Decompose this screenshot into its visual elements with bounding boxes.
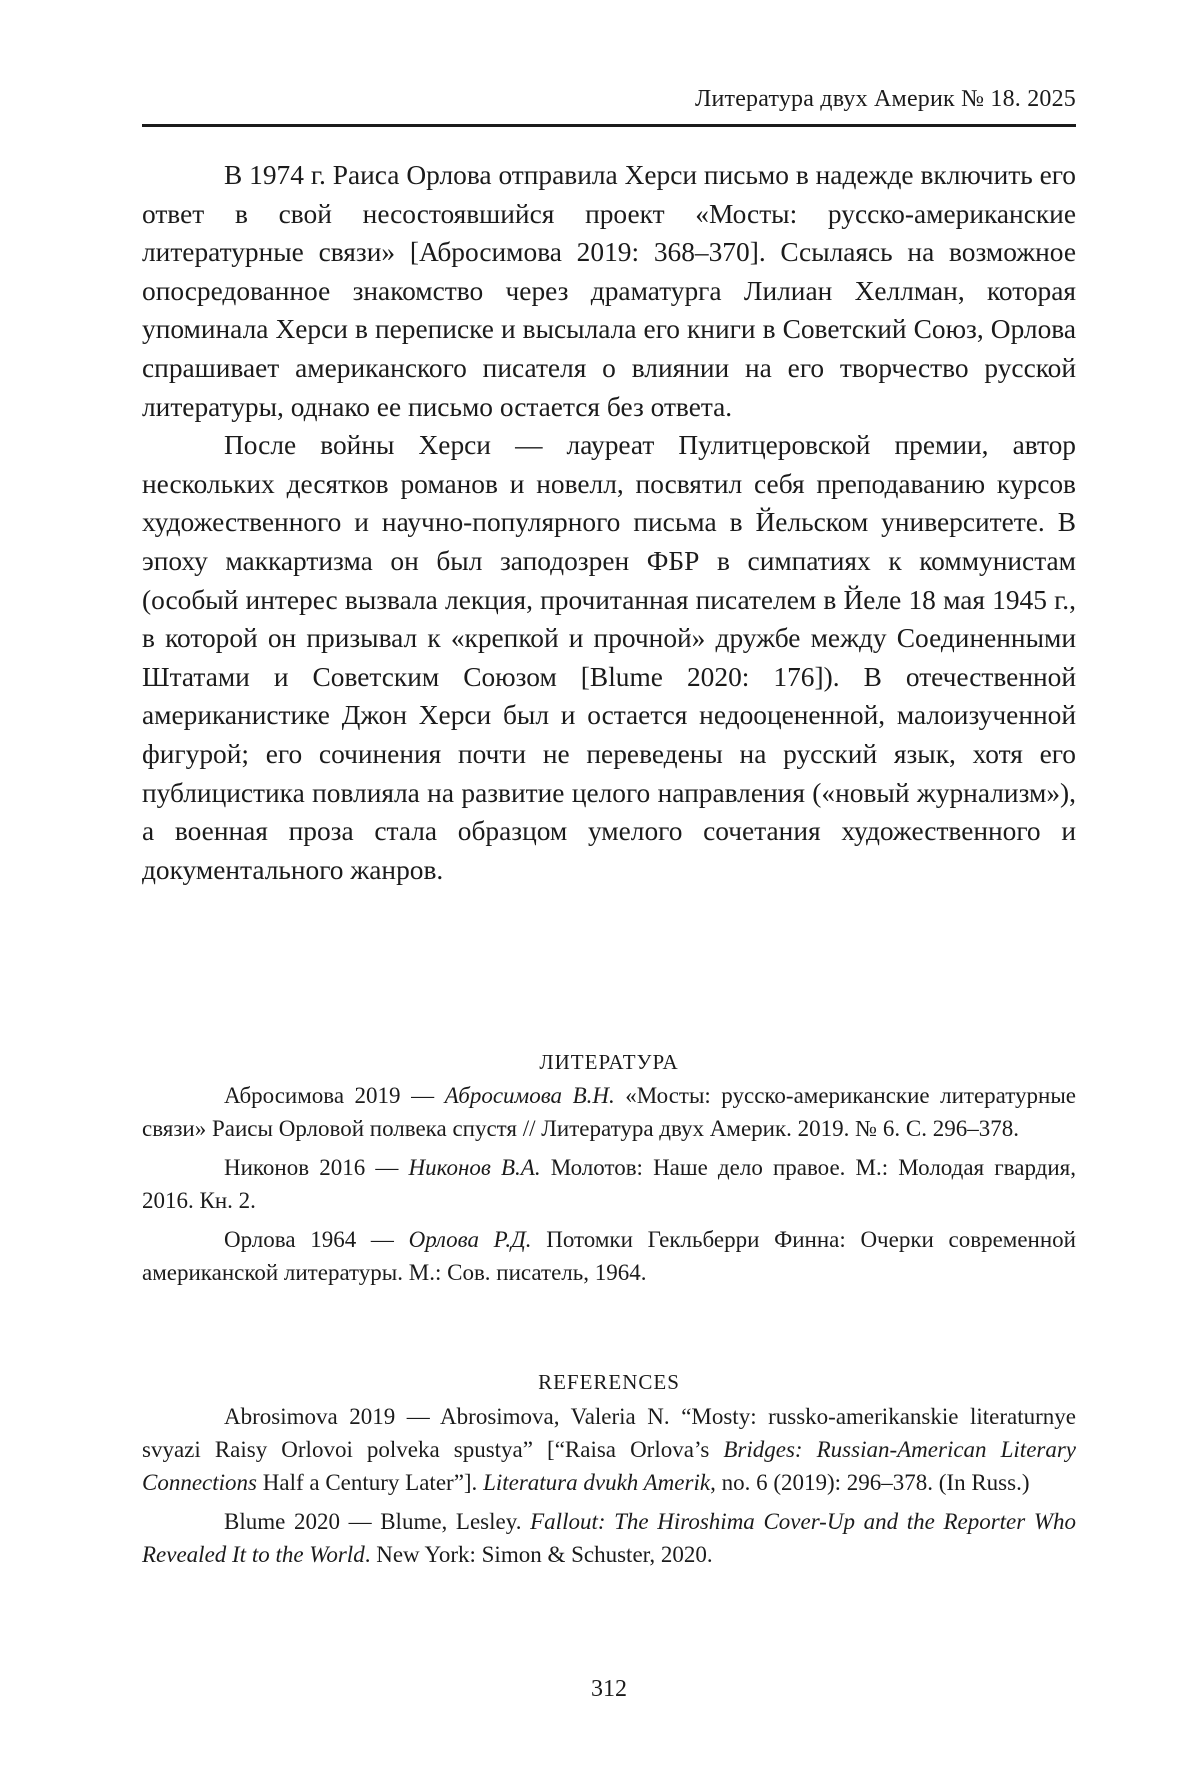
entry-key: Орлова 1964 — <box>224 1227 409 1252</box>
literature-list <box>142 1079 1076 1295</box>
page <box>142 0 1076 1780</box>
body-paragraph: В 1974 г. Раиса Орлова отправила Херси письмо в надежде включить его ответ в свой несостоявшийся проект «Мосты: русско-американские литературные связи» [Абросимова 2019: 368–370]. Ссылаясь на возможное опосредованное знакомство через драматурга Лилиан Хеллман, которая упоминала Херси в переписке и высылала его книги в Советский Союз, Орлова спрашивает американского писателя о влиянии на его творчество русской литературы, однако ее письмо остается без ответа. <box>142 160 1076 422</box>
references-list <box>142 1400 1076 1577</box>
reference-text: Half a Century Later”]. <box>257 1470 484 1495</box>
reference-entry <box>142 1400 1076 1499</box>
page-number: 312 <box>591 1676 627 1702</box>
running-head: Литература двух Америк № 18. 2025 <box>694 86 1076 112</box>
reference-text: Abrosimova 2019 — Abrosimova, Valeria N. “Mosty: russko-amerikanskie literaturnye svyazi Raisy Orlovoi polveka spustya” [“Raisa Orlova’s <box>142 1404 1076 1462</box>
literature-entry <box>142 1079 1076 1145</box>
reference-italic-title: Bridges: Russian-American Literary Connections <box>142 1437 1077 1495</box>
literature-entry <box>142 1223 1076 1289</box>
references-heading: REFERENCES <box>538 1370 680 1394</box>
reference-entry <box>142 1505 1076 1571</box>
reference-italic-title: Fallout: The Hiroshima Cover-Up and the Reporter Who Revealed It to the World <box>142 1509 1076 1567</box>
reference-text: . New York: Simon & Schuster, 2020. <box>364 1542 713 1567</box>
entry-key: Абросимова 2019 — <box>224 1083 445 1108</box>
article-body <box>142 156 1076 889</box>
reference-text: Blume 2020 — Blume, Lesley. <box>224 1509 531 1534</box>
reference-text: , no. 6 (2019): 296–378. (In Russ.) <box>710 1470 1030 1495</box>
entry-author: Никонов В.А. <box>408 1155 541 1180</box>
entry-author: Орлова Р.Д. <box>408 1227 532 1252</box>
entry-key: Никонов 2016 — <box>224 1155 409 1180</box>
header-rule <box>142 124 1076 127</box>
entry-details: Молотов: Наше дело правое. М.: Молодая гвардия, 2016. Кн. 2. <box>142 1155 1076 1213</box>
entry-details: Потомки Гекльберри Финна: Очерки современной американской литературы. М.: Сов. писатель, 1964. <box>142 1227 1076 1285</box>
literature-entry <box>142 1151 1076 1217</box>
body-paragraph: После войны Херси — лауреат Пулитцеровской премии, автор нескольких десятков романов и новелл, посвятил себя преподаванию курсов художественного и научно-популярного письма в Йельском университете. В эпоху маккартизма он был заподозрен ФБР в симпатиях к коммунистам (особый интерес вызвала лекция, прочитанная писателем в Йеле 18 мая 1945 г., в которой он призывал к «крепкой и прочной» дружбе между Соединенными Штатами и Советским Союзом [Blume 2020: 176]). В отечественной американистике Джон Херси был и остается недооцененной, малоизученной фигурой; его сочинения почти не переведены на русский язык, хотя его публицистика повлияла на развитие целого направления («новый журнализм»), а военная проза стала образцом умелого сочетания художественного и документального жанров. <box>142 430 1076 885</box>
reference-italic-journal: Literatura dvukh Amerik <box>483 1470 711 1495</box>
literature-heading: ЛИТЕРАТУРА <box>539 1050 679 1074</box>
entry-details: «Мосты: русско-американские литературные связи» Раисы Орловой полвека спустя // Литература двух Америк. 2019. № 6. С. 296–378. <box>142 1083 1076 1141</box>
entry-author: Абросимова В.Н. <box>444 1083 615 1108</box>
